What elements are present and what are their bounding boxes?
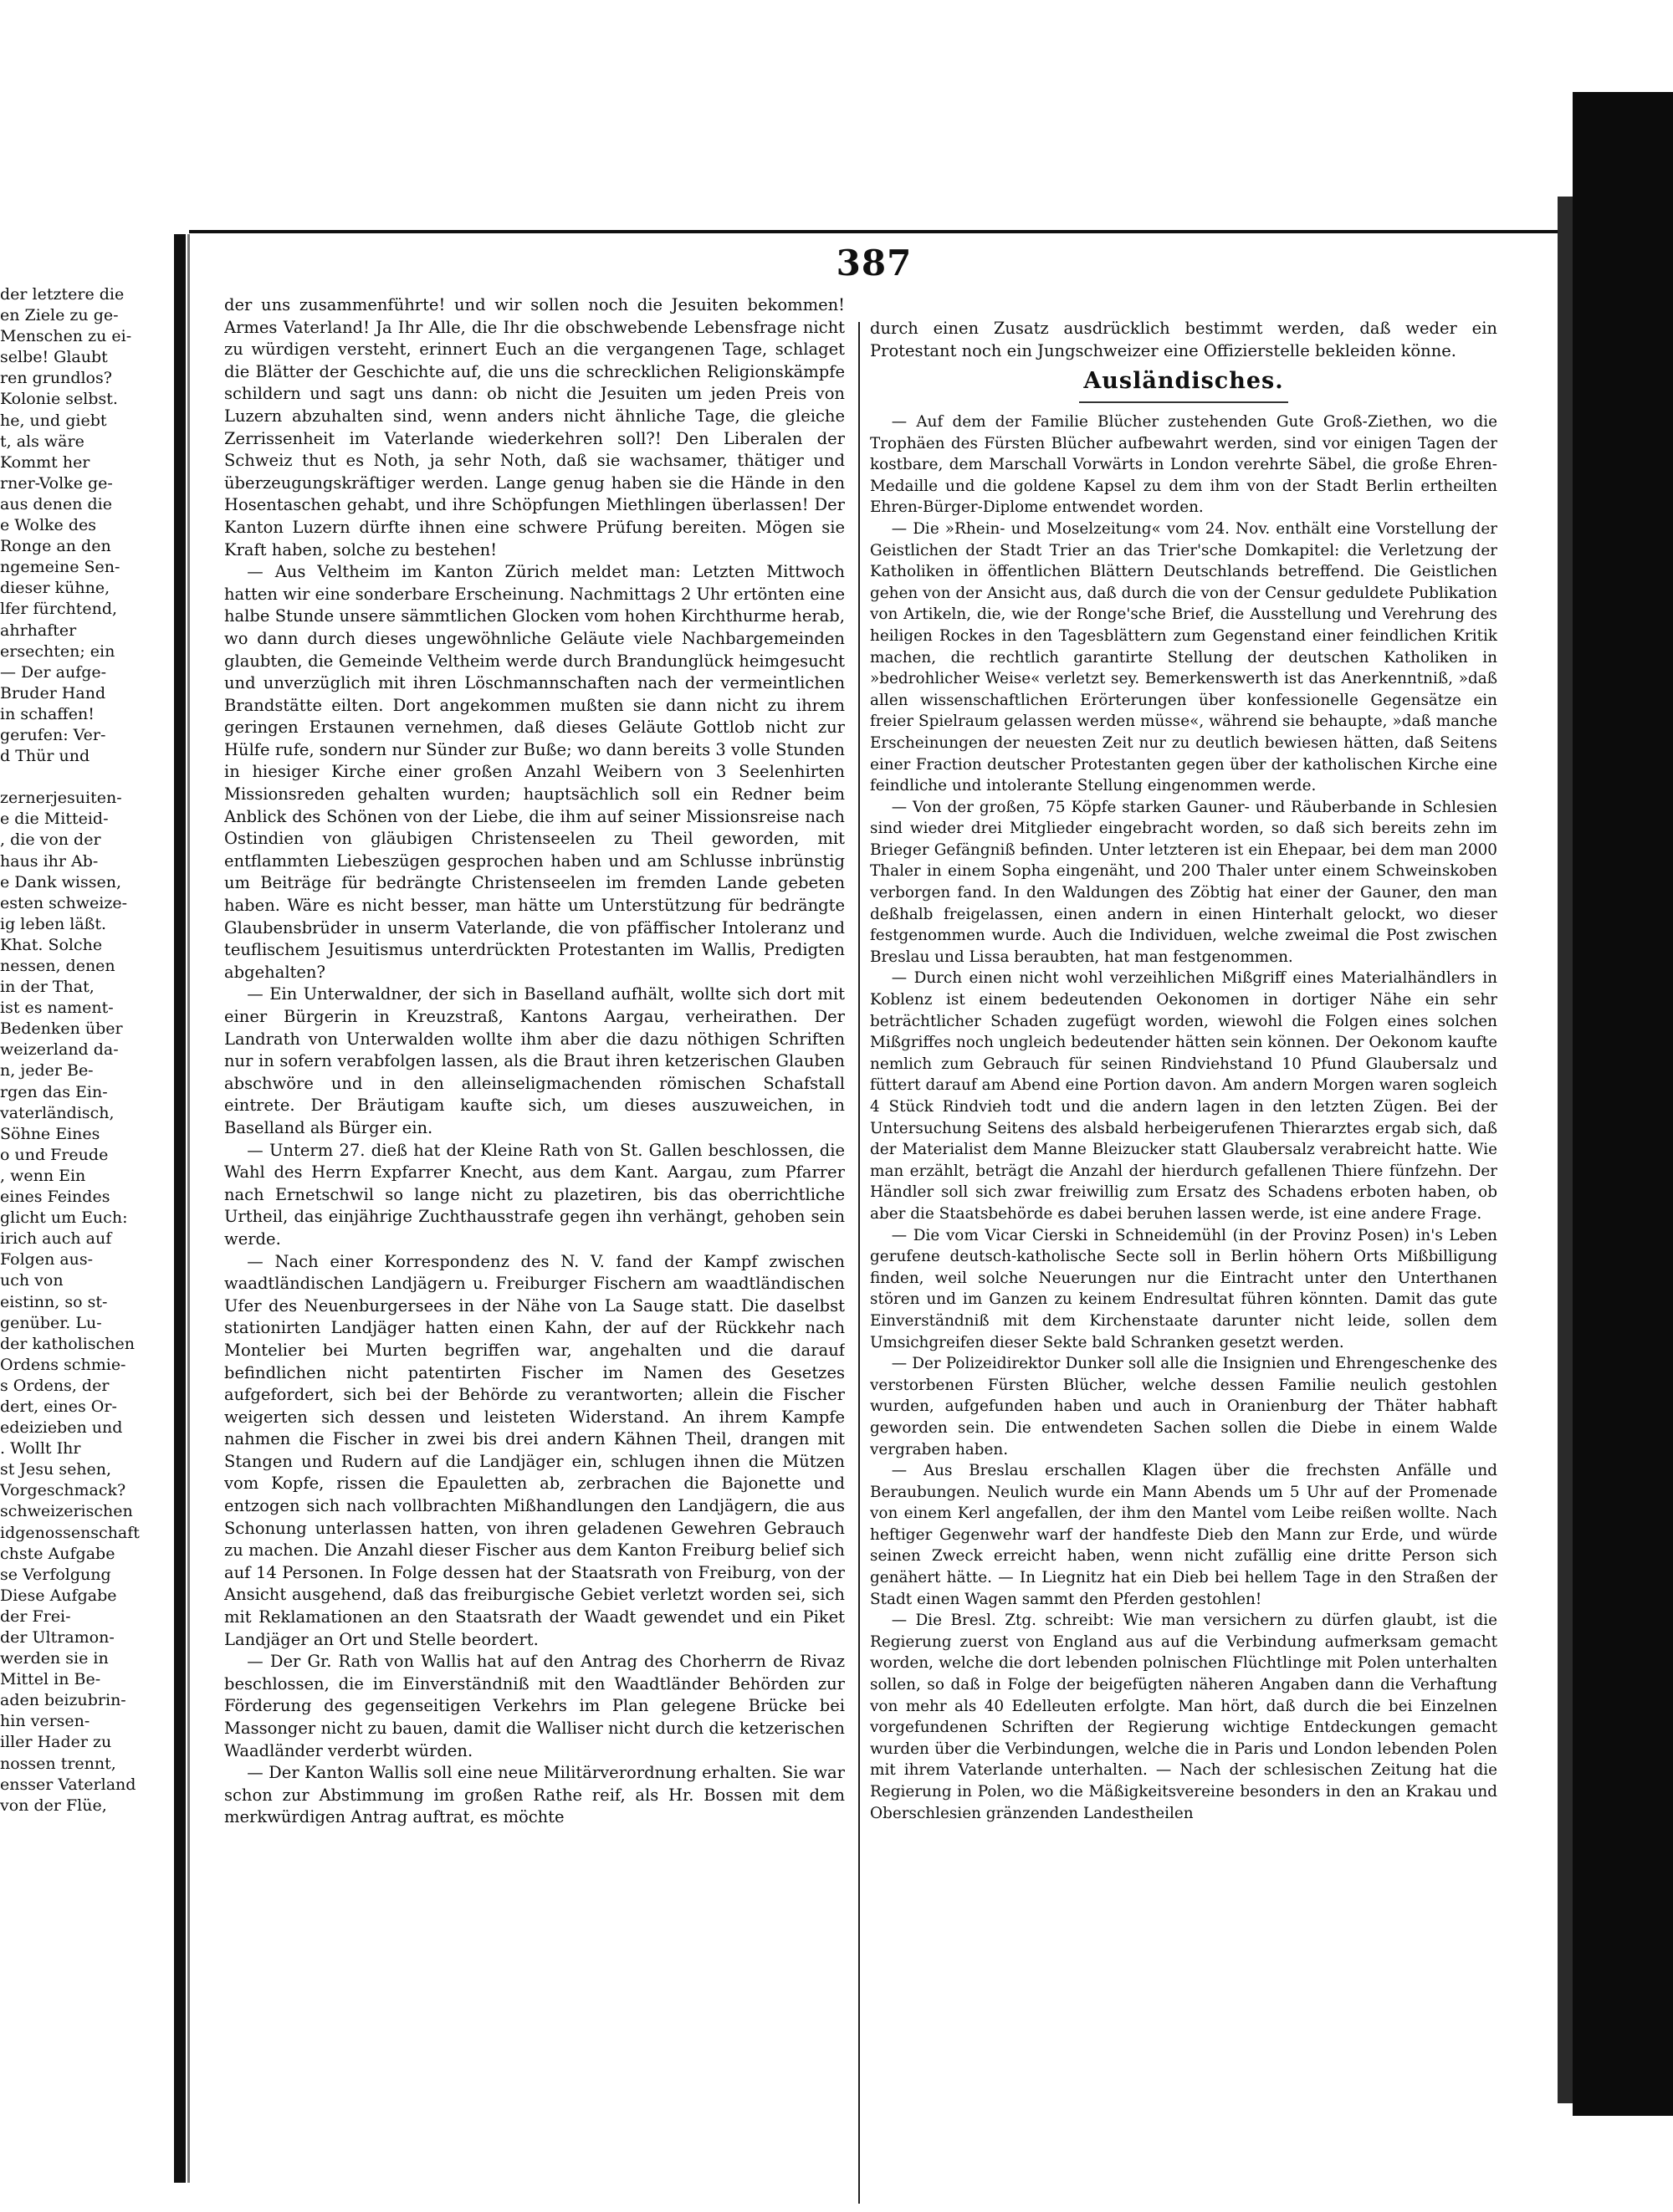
fragment-line: Söhne Eines [0,1124,100,1143]
fragment-line: e Dank wissen, [0,872,121,891]
fragment-line: haus ihr Ab- [0,851,99,871]
fragment-line: chste Aufgabe [0,1544,115,1563]
fragment-line: Ronge an den [0,537,111,556]
fragment-line: weizerland da- [0,1040,119,1060]
fragment-line: uch von [0,1271,64,1290]
fragment-line: Menschen zu ei- [0,327,132,346]
fragment-line: idgenossenschaft [0,1523,140,1542]
fragment-line: e Wolke des [0,516,96,535]
fragment-line: eistinn, so st- [0,1292,108,1311]
fragment-line: ig leben läßt. [0,914,107,933]
fragment-line: werden sie in [0,1649,109,1668]
article-paragraph: — Auf dem der Familie Blücher zustehenden Gute Groß-Ziethen, wo die Trophäen des Fürsten Blücher aufbewahrt werden, sind vor einigen Tagen der kostbare, dem Marschall Vorwärts in London verehrte Säbel, die große Ehren-Medaille und die goldene Kapsel zu dem ihm von der Stadt Berlin ertheilten Ehren-Bürger-Diplome entwendet worden. [870,413,1497,517]
scan-right-shadow [1558,197,1573,2103]
fragment-line: der Frei- [0,1607,71,1626]
fragment-line: , die von der [0,830,101,850]
fragment-line: nossen trennt, [0,1754,116,1773]
fragment-line: he, und giebt [0,411,107,430]
heading-rule [1079,401,1288,403]
article-paragraph: — Die vom Vicar Cierski in Schneidemühl (in der Provinz Posen) in's Leben gerufene deutsch-katholische Secte soll in Berlin höhern Orts Mißbilligung finden, weil solche Neuerungen nur die Eintracht unter den Unterthanen stören und im Ganzen zu keinem Endresultat führen könnten. Damit das gute Einverständniß mit dem Kirchenstaate darunter nicht leide, sollen dem Umsichgreifen dieser Sekte bald Schranken gesetzt werden. [870,1226,1497,1351]
fragment-line: s Ordens, der [0,1376,110,1395]
fragment-line: o und Freude [0,1145,109,1164]
fragment-line: t, als wäre [0,432,84,451]
fragment-line: n, jeder Be- [0,1061,94,1080]
fragment-line [0,767,167,788]
fragment-line: ist es nament- [0,999,114,1018]
article-column-middle [224,294,845,2180]
fragment-line: Vorgeschmack? [0,1481,126,1500]
fragment-line: der katholischen [0,1334,135,1353]
fragment-line: eines Feindes [0,1188,110,1207]
fragment-line: en Ziele zu ge- [0,306,119,325]
fragment-line: nessen, denen [0,957,115,975]
book-binding-gutter [174,234,186,2183]
article-paragraph: — Der Polizeidirektor Dunker soll alle die Insignien und Ehrengeschenke des verstorbenen Fürsten Blücher, welche dessen Familie neulich gestohlen wurden, aufgefunden haben und auch in Oranienburg der Thäter habhaft geworden sein. Die entwendeten Sachen sollen die Diebe in einem Walde vergraben haben. [870,1355,1497,1458]
fragment-line: glicht um Euch: [0,1208,128,1228]
fragment-line: Khat. Solche [0,935,103,954]
fragment-line: in schaffen! [0,704,95,723]
book-binding-edge [187,234,190,2183]
fragment-line: selbe! Glaubt [0,348,108,367]
article-column-right-intro [870,318,1497,368]
article-paragraph: — Nach einer Korrespondenz des N. V. fand der Kampf zwischen waadtländischen Landjägern u. Freiburger Fischern am waadtländischen Ufer des Neuenburgersees in der Nähe von La Sauge statt. Die daselbst stationirten Landjäger hatten einen Kahn, der auf der Rückkehr nach Montelier bei Murten begriffen war, angehalten und die darauf befindlichen nicht patentirten Fischer im Namen des Gesetzes aufgefordert, sich bei der Behörde zu verantworten; allein die Fischer weigerten sich dessen und leisteten Widerstand. An ihrem Kampfe nahmen die Fischer in zwei bis drei andern Kähnen Theil, drangen mit Stangen und Rudern auf die Landjäger ein, schlugen ihnen die Mützen vom Kopfe, rissen die Epauletten ab, zerbrachen die Bajonette und entzogen sich nach vollbrachten Mißhandlungen den Landjägern, die aus Schonung unterlassen hatten, von ihren geladenen Gewehren Gebrauch zu machen. Die Anzahl dieser Fischer aus dem Kanton Freiburg belief sich auf 14 Personen. In Folge dessen hat der Staatsrath von Freiburg, von der Ansicht ausgehend, daß das freiburgische Gebiet verletzt worden sei, sich mit Reklamationen an den Staatsrath der Waadt gewendet und ein Piket Landjäger an Ort und Stelle beordert. [224,1251,845,1649]
fragment-line: von der Flüe, [0,1796,107,1815]
article-paragraph: — Ein Unterwaldner, der sich in Baselland aufhält, wollte sich dort mit einer Bürgerin in Kreuzstraß, Kantons Aargau, verheirathen. Der Landrath von Unterwalden wollte ihm aber die dazu nöthigen Schriften nur in sofern verabfolgen lassen, als die Braut ihren ketzerischen Glauben abschwöre und in den alleinseligmachenden römischen Schafstall eintrete. Der Bräutigam kaufte sich, um dieses auszuweichen, in Baselland als Bürger ein. [224,984,845,1137]
article-paragraph: — Die »Rhein- und Moselzeitung« vom 24. Nov. enthält eine Vorstellung der Geistlichen der Stadt Trier an das Trier'sche Domkapitel: die Verletzung der Katholiken in öffentlichen Blättern Deutschlands betreffend. Die Geistlichen gehen von der Ansicht aus, daß durch die von der Censur geduldete Publikation von Artikeln, die, wie der Ronge'sche Brief, die Ausstellung und Verehrung des heiligen Rockes in den Tagesblättern zum Gegenstand einer feindlichen Kritik machen, die rechtlich garantirte Stellung der deutschen Katholiken in »bedrohlicher Weise« verletzt sey. Bemerkenswerth ist das Anerkenntniß, »daß allen wissenschaftlichen Erörterungen über konfessionelle Gegensätze ein freier Spielraum gelassen werden müsse«, während sie behaupte, »daß manche Erscheinungen der neuesten Zeit nur zu deutlich bewiesen hätten, daß Seitens einer Fraction deutscher Protestanten gegen über der katholischen Kirche eine feindliche und intolerante Stellung eingenommen werde. [870,519,1497,795]
fragment-line: gerufen: Ver- [0,725,106,744]
fragment-line: dert, eines Or- [0,1397,117,1416]
fragment-line: Mittel in Be- [0,1670,101,1689]
fragment-line: st Jesu sehen, [0,1460,112,1479]
fragment-line: ngemeine Sen- [0,558,120,577]
fragment-line: in der That, [0,978,95,997]
fragment-line: rner-Volke ge- [0,473,113,493]
fragment-line: aden beizubrin- [0,1691,126,1710]
article-paragraph: — Aus Breslau erschallen Klagen über die frechsten Anfälle und Beraubungen. Neulich wurde ein Mann Abends um 5 Uhr auf der Promenade von einem Kerl angefallen, der ihm den Mantel vom Leibe reißen wollte. Nach heftiger Gegenwehr warf der handfeste Dieb den Mann zur Erde, und würde seinen Zweck erreicht haben, wenn nicht zufällig eine dritte Person sich genähert hätte. — In Liegnitz hat ein Dieb bei hellem Tage in den Straßen der Stadt einen Wagen sammt den Pferden gestohlen! [870,1462,1497,1608]
column-divider [858,322,860,2204]
facing-page-column-fragment [0,284,167,2082]
fragment-line: ensser Vaterland [0,1775,136,1794]
fragment-line: se Verfolgung [0,1565,111,1584]
fragment-line: . Wollt Ihr [0,1439,81,1458]
fragment-line: Folgen aus- [0,1250,94,1269]
article-paragraph: — Aus Veltheim im Kanton Zürich meldet man: Letzten Mittwoch hatten wir eine sonderbare Erscheinung. Nachmittags 2 Uhr ertönten eine halbe Stunde unsere sämmtlichen Glocken vom hohen Kirchthurme herab, wo dann durch dieses ungewöhnliche Geläute viele Nachbargemeinden glaubten, die Gemeinde Veltheim werde durch Brandunglück heimgesucht und unverzüglich mit ihren Löschmannschaften nach der vermeintlichen Brandstätte eilten. Dort angekommen mußten sie dann nicht zu ihrem geringen Erstaunen vernehmen, daß dieses Geläute Gottlob nicht zur Hülfe rufe, sondern nur Sünder zur Buße; wo dann bereits 3 volle Stunden in hiesiger Kirche einer großen Anzahl Weibern von 3 Seelenhirten Missionsreden gehalten wurden; hauptsächlich soll ein Redner beim Anblick des Schönen von der Liebe, die ihm auf seiner Missionsreise nach Ostindien von gläubigen Christenseelen zu Theil geworden, mit entflammten Liebeszügen gesprochen haben und am Schlusse inbrünstig um Beiträge für bedrängte Christenseelen im fremden Lande gebeten haben. Wäre es nicht besser, man hätte um Unterstützung für bedrängte Glaubensbrüder in unserm Vaterlande, die von pfäffischer Intoleranz und teuflischem Jesuitismus unterdrückten Protestanten im Wallis, Predigten abgehalten? [224,562,845,982]
scan-right-edge [1573,92,1673,2116]
fragment-line: genüber. Lu- [0,1313,102,1332]
article-paragraph: — Der Gr. Rath von Wallis hat auf den Antrag des Chorherrn de Rivaz beschlossen, die im Einverständniß mit den Waadtländer Behörden zur Förderung des gegenseitigen Verkehrs im Plan gelegene Brücke bei Massonger nicht zu bauen, damit die Walliser nicht durch die ketzerischen Waadländer verderbt würden. [224,1652,845,1760]
article-column-right [870,411,1497,2176]
fragment-line: irich auch auf [0,1229,112,1249]
fragment-line: der Ultramon- [0,1628,115,1647]
article-paragraph: der uns zusammenführte! und wir sollen noch die Jesuiten bekommen! Armes Vaterland! Ja Ihr Alle, die Ihr die obschwebende Lebensfrage nicht zu würdigen versteht, erinnert Euch an die vergangenen Tage, schlaget die Blätter der Geschichte auf, die uns die schrecklichen Religionskämpfe schildern und sagt uns dann: ob nicht die Jesuiten um jeden Preis von Luzern abzuhalten sind, wenn anders nicht ähnliche Tage, die gleiche Zerrissenheit im Vaterlande wiederkehren soll?! Den Liberalen der Schweiz thut es Noth, ja sehr Noth, daß sie wachsamer, thätiger und überzeugungskräftiger werden. Lange genug haben sie die Hände in den Hosentaschen gehabt, und ihre Schöpfungen Miethlingen überlassen! Der Kanton Luzern dürfte ihnen eine schwere Prüfung bereiten. Mögen sie Kraft haben, solche zu bestehen! [224,295,845,559]
fragment-line: der letztere die [0,285,125,304]
fragment-line: ersechten; ein [0,641,115,661]
article-paragraph: — Der Kanton Wallis soll eine neue Militärverordnung erhalten. Sie war schon zur Abstimmung im großen Rathe reif, als Hr. Bossen mit dem merkwürdigen Antrag auftrat, es möchte [224,1763,845,1827]
fragment-line: zernerjesuiten- [0,789,122,808]
fragment-line: esten schweize- [0,893,128,912]
fragment-line: Diese Aufgabe [0,1586,117,1605]
fragment-line: Bedenken über [0,1019,123,1039]
scan-top-margin [0,0,1673,100]
fragment-line: edeizieben und [0,1418,123,1438]
fragment-line: Kommt her [0,452,90,472]
fragment-line: Bruder Hand [0,683,106,702]
fragment-line: ren grundlos? [0,369,112,388]
fragment-line: Kolonie selbst. [0,390,118,409]
fragment-line: schweizerischen [0,1502,133,1521]
fragment-line: vaterländisch, [0,1103,115,1122]
article-paragraph: — Von der großen, 75 Köpfe starken Gauner- und Räuberbande in Schlesien sind wieder drei Mitglieder eingebracht worden, so daß sich bereits zehn im Brieger Gefängniß befinden. Unter letzteren ist ein Ehepaar, bei dem man 2000 Thaler in einem Sopha eingenäht, und 200 Thaler unter einem Schweinskoben verborgen fand. In den Waldungen des Zöbtig hat einer der Gauner, den man deßhalb freigelassen, einen andern in einen Hinterhalt gelockt, wo dieser festgenommen wurde. Auch die Individuen, welche zweimal die Post zwischen Breslau und Lissa beraubten, hat man festgenommen. [870,798,1497,966]
continuation-paragraph: durch einen Zusatz ausdrücklich bestimmt werden, daß weder ein Protestant noch ein Jungschweizer eine Offizierstelle bekleiden könne. [870,319,1497,360]
fragment-line: iller Hader zu [0,1733,112,1752]
fragment-line: lfer fürchtend, [0,600,118,619]
fragment-line: ahrhafter [0,621,77,640]
fragment-line: e die Mitteid- [0,810,109,829]
fragment-line: dieser kühne, [0,579,110,598]
fragment-line: hin versen- [0,1712,90,1731]
fragment-line: aus denen die [0,494,113,513]
fragment-line: rgen das Ein- [0,1082,108,1101]
article-paragraph: — Durch einen nicht wohl verzeihlichen Mißgriff eines Materialhändlers in Koblenz ist einem bedeutenden Oekonomen in dortiger Nähe ein sehr beträchtlicher Schaden zugefügt worden, wiewohl die Folgen eines solchen Mißgriffes noch ungleich bedeutender hätten sein können. Der Oekonom kaufte nemlich zum Gebrauch für seinen Rindviehstand 10 Pfund Glaubersalz und füttert darauf am Abend eine Portion davon. Am andern Morgen waren sogleich 4 Stück Rindvieh todt und die andern lagen in den letzten Zügen. Bei der Untersuchung Seitens des alsbald herbeigerufenen Thierarztes ergab sich, daß der Materialist dem Manne Bleizucker statt Glaubersalz verabreicht hatte. Wie man erzählt, beträgt die Anzahl der hierdurch gefallenen Thiere fünfzehn. Der Händler soll sich zwar freiwillig zum Ersatz des Schadens erboten haben, ob aber die Staatsbehörde es dabei beruhen lassen werde, ist eine andere Frage. [870,969,1497,1223]
fragment-line: , wenn Ein [0,1166,86,1185]
article-paragraph: — Unterm 27. dieß hat der Kleine Rath von St. Gallen beschlossen, die Wahl des Herrn Expfarrer Knecht, aus dem Kant. Aargau, zum Pfarrer nach Ernetschwil so lange nicht zu plazetiren, bis das oberrichtliche Urtheil, das einjährige Zuchthausstrafe gegen ihn verhängt, gehoben sein werde. [224,1140,845,1249]
fragment-line: d Thür und [0,747,90,766]
section-heading: Ausländisches. [1083,368,1284,394]
page-number: 387 [836,243,913,284]
fragment-line: Ordens schmie- [0,1355,126,1374]
fragment-line: — Der aufge- [0,662,107,682]
article-paragraph: — Die Bresl. Ztg. schreibt: Wie man versichern zu dürfen glaubt, ist die Regierung zuerst von England aus auf die Verbindung aufmerksam gemacht worden, welche die dort lebenden polnischen Flüchtlinge mit Polen unterhalten sollen, so daß in Folge der beigefügten näheren Angaben dann die Verhaftung von mehr als 40 Edelleuten erfolgte. Man hört, daß durch die bei Einzelnen vorgefundenen Schriften der Regierung wichtige Entdeckungen gemacht wurden über die Verbindungen, welche die in Paris und London lebenden Polen mit ihrem Vaterlande unterhalten. — Nach der schlesischen Zeitung hat die Regierung in Polen, wo die Mäßigkeitsvereine besonders in den an Krakau und Oberschlesien gränzenden Landestheilen [870,1612,1497,1822]
